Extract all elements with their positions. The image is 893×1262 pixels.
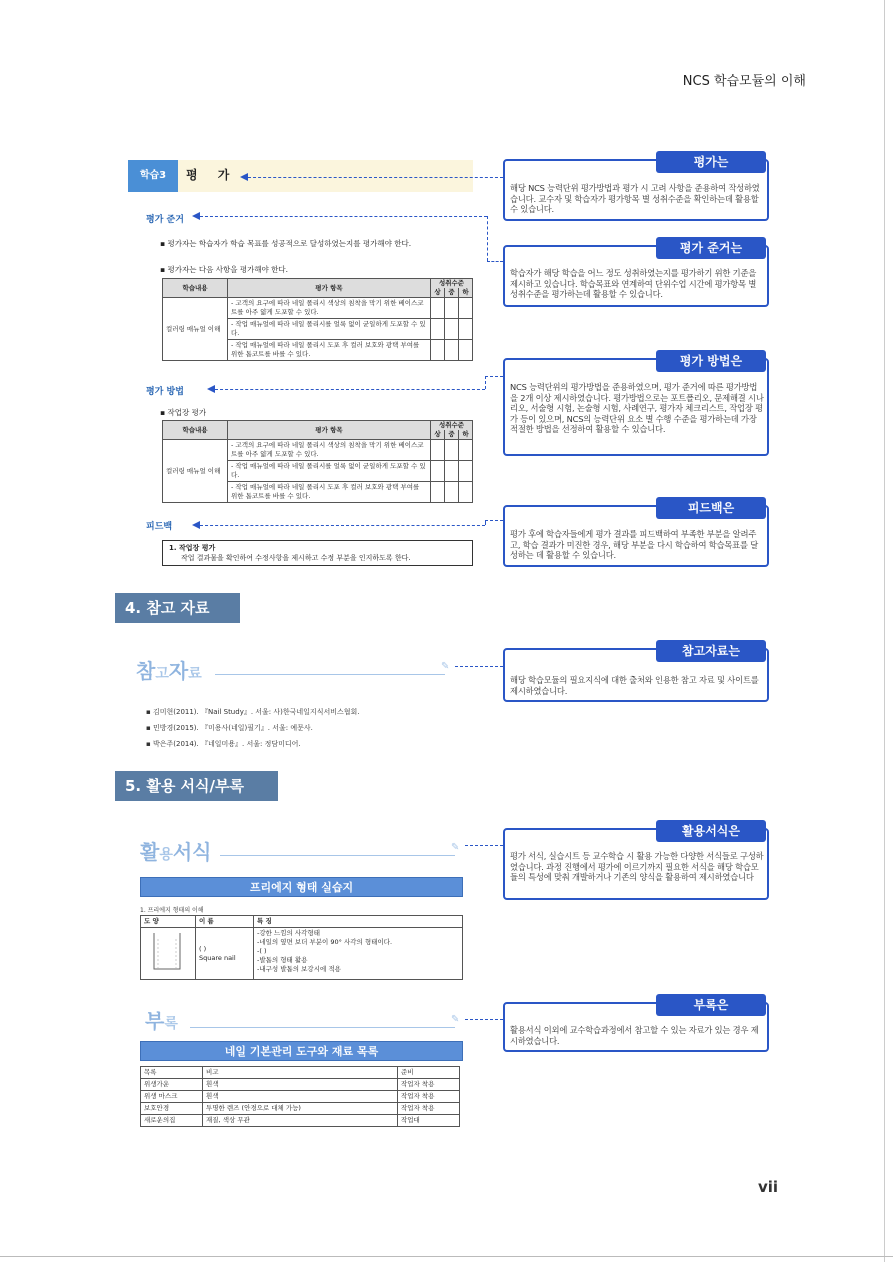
table-row: - 작업 매뉴얼에 따라 네일 폴리시 도포 후 컬러 보호와 광택 부여를 위한 톱코트를 바를 수 있다. [228,482,431,503]
section-4-title: 4. 참고 자료 [115,593,240,623]
section-5-title: 5. 활용 서식/부록 [115,771,278,801]
arrow-left-icon [240,173,248,181]
callout-appendix-tag: 부록은 [656,994,766,1016]
form-table [140,915,463,980]
row-label: 컬러링 매뉴얼 이해 [163,440,228,503]
callout-method-text: NCS 능력단위의 평가방법을 준용하였으며, 평가 준거에 따른 평가방법을 2개 이상 제시하였습니다. 평가방법으로는 포트폴리오, 문제해결 시나리오, 서술형 시험, 논술형 시험, 사례연구, 평가자 체크리스트, 작업장 평가 등이 있으며, NCS의 능력단위 요소 별 수행 수준을 평가하는데 가장 적절한 방법을 선정하여 활용할 수 있습니다. [510,382,764,434]
col-name: 이 름 [196,916,254,928]
page-edge-line [884,0,885,1262]
table-row: 새로운의집 재질, 색상 무관 작업대 [141,1115,460,1127]
page-bottom-line [0,1256,893,1257]
table-row: 위생 마스크 흰색 작업자 착용 [141,1091,460,1103]
references-underline [215,674,445,675]
form-caption: 1. 프리에지 형태의 이해 [140,907,204,914]
feature-line: -( ) [257,947,267,955]
connector-feedback [200,525,485,526]
page-number: vii [757,1178,778,1196]
callout-criteria-text: 학습자가 해당 학습을 어느 정도 성취하였는지를 평가하기 위한 기준을 제시하고 있습니다. 학습목표와 연계하여 단위수업 시간에 평가항목 별 성취수준을 평가하는데 활용할 수 있습니다. [510,268,757,299]
header-title: NCS 학습모듈의 이해 [682,74,806,89]
level-high: 상 [431,430,445,440]
level-mid: 중 [445,430,459,440]
forms-underline [220,855,455,856]
feedback-box-text: 작업 결과물을 확인하여 수정사항을 제시하고 수정 부분을 인지하도록 한다. [181,554,411,562]
table-row: - 작업 매뉴얼에 따라 네일 폴리시 도포 후 컬러 보호와 광택 부여를 위한 톱코트를 바를 수 있다. [228,340,431,361]
reference-item: ▪ 박은주(2014). 『네일미용』. 서울: 정담미디어. [146,740,301,748]
square-nail-icon [144,929,190,975]
level-low: 하 [459,430,473,440]
reference-item: ▪ 민방경(2015). 『미용사(네일)필기』. 서울: 예문사. [146,724,313,732]
appendix-table [140,1066,460,1127]
callout-appendix-text: 활용서식 이외에 교수학습과정에서 참고할 수 있는 자료가 있는 경우 제시하였습니다. [510,1025,759,1046]
level-high: 상 [431,288,445,298]
appendix-bar-title: 네일 기본관리 도구와 재료 목록 [140,1041,463,1061]
references-fancy-title: 참고자료 [136,659,202,683]
callout-references-tag: 참고자료는 [656,640,766,662]
connector-method [215,389,485,390]
col-level: 성취수준 [431,279,473,289]
feedback-box [162,540,473,566]
learning-tag: 학습3 [128,160,178,192]
table-row: - 고객의 요구에 따라 네일 폴리시 색상의 침착을 막기 위한 베이스코트를 아주 얇게 도포할 수 있다. [228,298,431,319]
eval-criteria-heading: 평가 준거 [146,215,184,225]
col-level: 성취수준 [431,421,473,431]
level-low: 하 [459,288,473,298]
eval-method-table [162,420,473,503]
arrow-left-icon [207,385,215,393]
arrow-left-icon [192,521,200,529]
callout-evaluation-text: 해당 NCS 능력단위 평가방법과 평가 시 고려 사항을 준용하여 작성하였습니다. 교수자 및 학습자가 평가항목 별 성취수준을 확인하는데 활용할 수 있습니다. [510,183,760,214]
form-bar-title: 프리에지 형태 실습지 [140,877,463,897]
col-content: 학습내용 [163,421,228,440]
pencil-icon: ✎ [451,842,460,853]
level-mid: 중 [445,288,459,298]
shape-cell [141,928,196,980]
name-value: Square nail [199,953,236,962]
feature-line: -내구성 발톱의 보강시에 적용 [257,965,341,973]
table-row: - 작업 매뉴얼에 따라 네일 폴리시를 얼룩 없이 균일하게 도포할 수 있다. [228,461,431,482]
feedback-box-title: 1. 작업장 평가 [169,544,216,552]
appendix-underline [190,1027,455,1028]
callout-method-tag: 평가 방법은 [656,350,766,372]
feature-line: -발톱의 형태 활용 [257,956,308,964]
row-label: 컬러링 매뉴얼 이해 [163,298,228,361]
learning-title: 평 가 [186,168,238,182]
feedback-heading: 피드백 [146,522,173,532]
callout-feedback-text: 평가 후에 학습자들에게 평가 결과를 피드백하여 부족한 부분을 알려주고, 학습 결과가 미진한 경우, 해당 부분을 다시 학습하여 학습목표를 달성하는 데 활용할 수 있습니다. [510,529,759,560]
callout-forms-text: 평가 서식, 실습시트 등 교수학습 시 활용 가능한 다양한 서식들로 구성하였습니다. 과정 진행에서 평가에 이르기까지 필요한 서식을 해당 학습모듈의 특성에 맞춰 개발하거나 기존의 양식을 활용하여 제시하였습니다 [510,851,764,882]
connector-criteria [200,216,487,217]
col-content: 학습내용 [163,279,228,298]
eval-criteria-table [162,278,473,361]
callout-evaluation-tag: 평가는 [656,151,766,173]
callout-references-text: 해당 학습모듈의 필요지식에 대한 출처와 인용한 참고 자료 및 사이트를 제시하였습니다. [510,675,759,696]
col-note: 비고 [203,1067,398,1079]
learning-box [128,160,473,192]
connector-appendix [465,1019,503,1020]
pencil-icon: ✎ [451,1014,460,1025]
eval-method-heading: 평가 방법 [146,387,184,397]
feature-line: -네일의 옆면 보더 부분이 90° 사각의 형태이다. [257,938,393,946]
eval-method-bullet-1: ▪ 작업장 평가 [160,408,207,417]
col-items: 평가 항목 [228,421,431,440]
forms-fancy-title: 활용서식 [140,840,212,864]
connector-evaluation [248,177,503,178]
col-prep: 준비 [398,1067,460,1079]
connector-references [455,666,503,667]
pencil-icon: ✎ [441,661,450,672]
col-list: 목록 [141,1067,203,1079]
col-feature: 특 징 [254,916,463,928]
col-shape: 도 양 [141,916,196,928]
eval-criteria-bullet-2: ▪ 평가자는 다음 사항을 평가해야 한다. [160,265,289,274]
col-items: 평가 항목 [228,279,431,298]
arrow-left-icon [192,212,200,220]
callout-forms-tag: 활용서식은 [656,820,766,842]
connector-forms [465,845,503,846]
table-row: - 고객의 요구에 따라 네일 폴리시 색상의 침착을 막기 위한 베이스코트를 아주 얇게 도포할 수 있다. [228,440,431,461]
reference-item: ▪ 김미현(2011). 『Nail Study』. 서울: 사)한국네일지식서비스협회. [146,708,360,716]
eval-criteria-bullet-1: ▪ 평가자는 학습자가 학습 목표를 성공적으로 달성하였는지를 평가해야 한다. [160,239,412,248]
table-row: - 작업 매뉴얼에 따라 네일 폴리시를 얼룩 없이 균일하게 도포할 수 있다. [228,319,431,340]
callout-criteria-tag: 평가 준거는 [656,237,766,259]
table-row: 보호안경 투명한 렌즈 (안경으로 대체 가능) 작업자 착용 [141,1103,460,1115]
callout-feedback-tag: 피드백은 [656,497,766,519]
name-blank: ( ) [199,944,207,953]
feature-line: -강한 느낌의 사각형태 [257,929,320,937]
table-row: 위생가운 흰색 작업자 착용 [141,1079,460,1091]
appendix-fancy-title: 부록 [145,1009,178,1033]
